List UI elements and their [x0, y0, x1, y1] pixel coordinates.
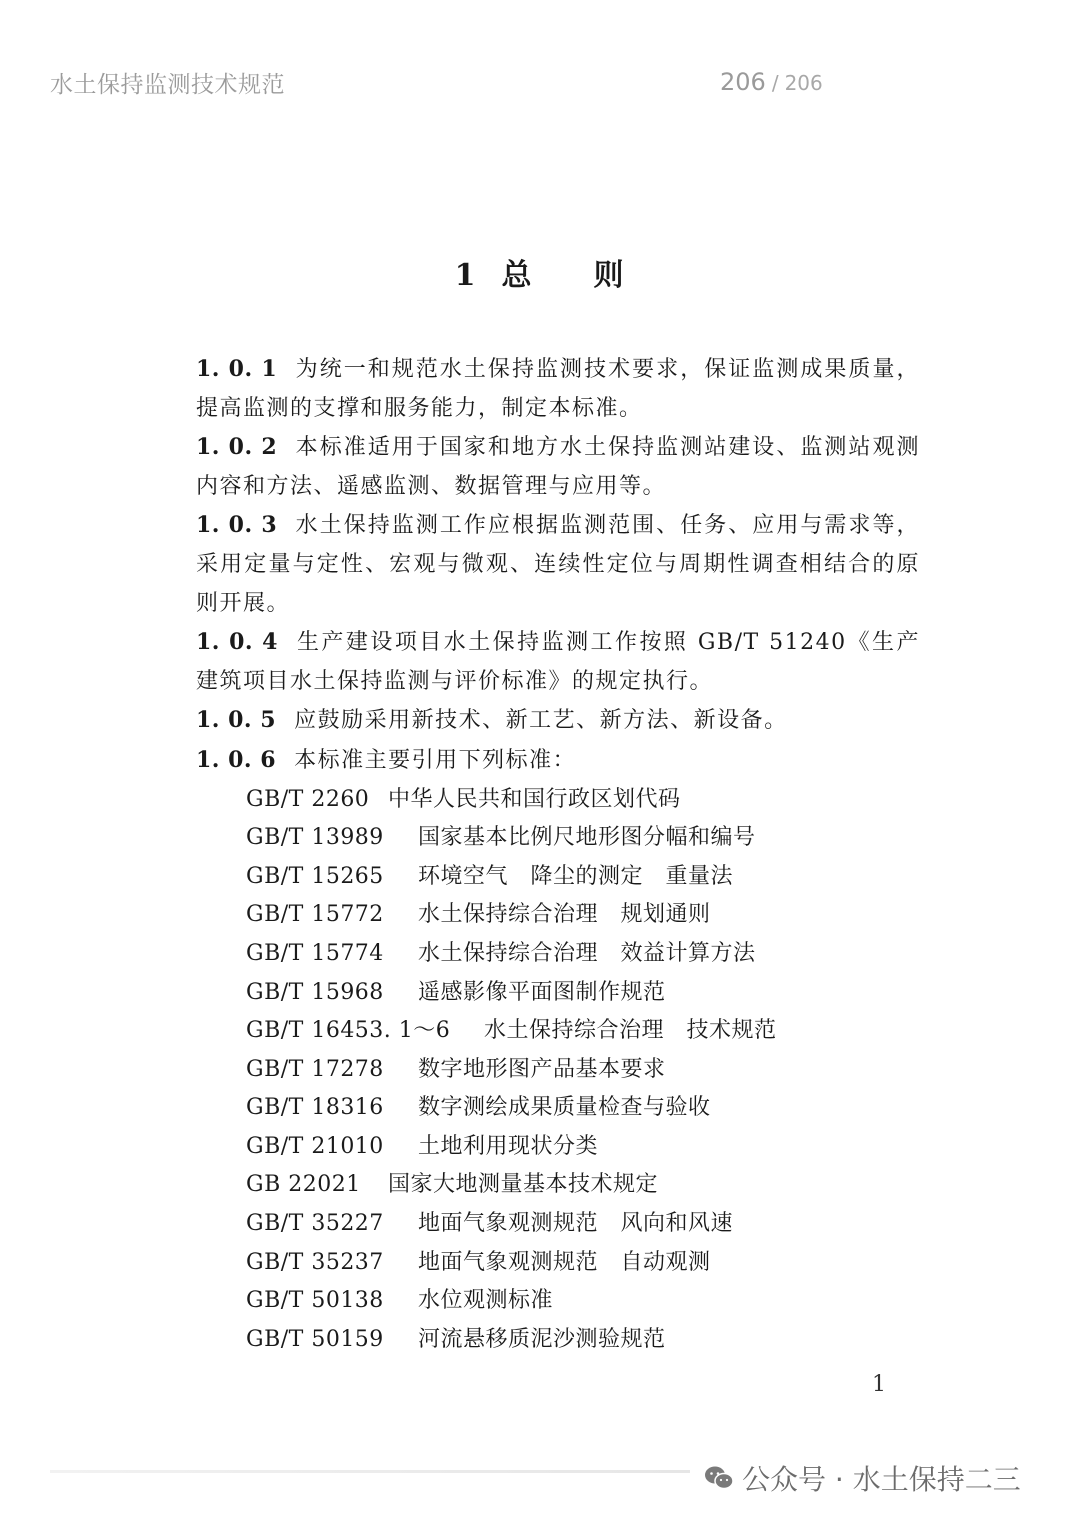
reference-title: 水位观测标准 [418, 1288, 554, 1314]
clause-text: 本标准主要引用下列标准： [294, 747, 577, 773]
reference-title: 数字地形图产品基本要求 [418, 1056, 666, 1082]
wechat-icon [704, 1465, 734, 1491]
chapter-title [0, 250, 1080, 294]
reference-item [246, 935, 920, 974]
document-title: 水土保持监测技术规范 [50, 72, 285, 98]
reference-title: 水土保持综合治理 效益计算方法 [418, 940, 756, 966]
clause-1-0-1 [196, 350, 920, 428]
clause-1-0-5 [196, 701, 920, 741]
reference-title: 中华人民共和国行政区划代码 [388, 786, 681, 812]
reference-code: GB/T 35227 [246, 1211, 384, 1237]
reference-title: 国家基本比例尺地形图分幅和编号 [418, 825, 756, 851]
clause-1-0-4 [196, 623, 920, 701]
total-pages: 206 [784, 71, 823, 95]
reference-item [246, 1051, 920, 1090]
clause-text: 为统一和规范水土保持监测技术要求，保证监测成果质量，提高监测的支撑和服务能力，制定本标准。 [196, 357, 920, 421]
reference-code: GB/T 15265 [246, 863, 384, 889]
reference-item [246, 819, 920, 858]
clause-text: 本标准适用于国家和地方水土保持监测站建设、监测站观测内容和方法、遥感监测、数据管理与应用等。 [196, 435, 920, 499]
reference-code: GB/T 18316 [246, 1095, 384, 1121]
reference-item [246, 1321, 920, 1360]
reference-title: 数字测绘成果质量检查与验收 [418, 1095, 711, 1121]
reference-item [246, 1128, 920, 1167]
reference-title: 水土保持综合治理 规划通则 [418, 902, 711, 928]
clause-text: 应鼓励采用新技术、新工艺、新方法、新设备。 [294, 708, 788, 734]
reference-code: GB/T 17278 [246, 1056, 384, 1082]
reference-item [246, 781, 920, 820]
clause-1-0-2 [196, 428, 920, 506]
chapter-number: 1 [454, 258, 478, 293]
clause-number: 1. 0. 1 [196, 356, 278, 382]
reference-item [246, 896, 920, 935]
reference-item [246, 1089, 920, 1128]
reference-title: 环境空气 降尘的测定 重量法 [418, 863, 734, 889]
reference-item [246, 1166, 920, 1205]
reference-item [246, 1205, 920, 1244]
reference-code: GB/T 15772 [246, 902, 384, 928]
clause-1-0-3 [196, 506, 920, 623]
clause-number: 1. 0. 2 [196, 434, 278, 461]
reference-code: GB/T 50159 [246, 1326, 384, 1352]
clause-1-0-6 [196, 741, 920, 781]
reference-code: GB/T 35237 [246, 1249, 384, 1275]
reference-title: 遥感影像平面图制作规范 [418, 979, 666, 1005]
footer-divider [50, 1470, 690, 1473]
reference-code: GB/T 21010 [246, 1133, 384, 1159]
clause-text: 水土保持监测工作应根据监测范围、任务、应用与需求等，采用定量与定性、宏观与微观、连续性定位与周期性调查相结合的原则开展。 [196, 513, 920, 616]
reference-item [246, 1282, 920, 1321]
chapter-title-part2: 则 [593, 258, 626, 293]
reference-code: GB/T 50138 [246, 1288, 384, 1314]
clause-number: 1. 0. 3 [196, 512, 278, 539]
watermark [704, 1458, 1021, 1498]
reference-item [246, 858, 920, 897]
reference-title: 地面气象观测规范 风向和风速 [418, 1211, 734, 1237]
reference-title: 土地利用现状分类 [418, 1133, 599, 1159]
reference-item [246, 1012, 920, 1051]
reference-title: 河流悬移质泥沙测验规范 [418, 1326, 666, 1352]
reference-code: GB/T 15968 [246, 979, 384, 1005]
current-page: 206 [720, 68, 766, 96]
reference-code: GB/T 13989 [246, 825, 384, 851]
reference-code: GB/T 15774 [246, 940, 384, 966]
reference-code: GB/T 2260 [246, 786, 370, 812]
reference-item [246, 974, 920, 1013]
page-separator: / [771, 71, 779, 95]
clause-number: 1. 0. 4 [196, 629, 278, 656]
chapter-title-part1: 总 [501, 258, 534, 293]
page-content [196, 350, 920, 1359]
clause-text: 生产建设项目水土保持监测工作按照 GB/T 51240《生产建筑项目水土保持监测与评价标准》的规定执行。 [196, 630, 920, 694]
reference-code: GB/T 16453. 1～6 [246, 1018, 451, 1044]
clause-number: 1. 0. 5 [196, 707, 277, 734]
reference-title: 国家大地测量基本技术规定 [388, 1172, 659, 1198]
reference-item [246, 1244, 920, 1283]
reference-list [196, 781, 920, 1360]
watermark-text: 公众号 · 水土保持二三 [742, 1463, 1021, 1496]
reference-title: 水土保持综合治理 技术规范 [484, 1018, 777, 1044]
page-number: 1 [872, 1372, 886, 1397]
reference-title: 地面气象观测规范 自动观测 [418, 1249, 711, 1275]
clause-number: 1. 0. 6 [196, 746, 277, 773]
viewer-header [0, 0, 1080, 150]
reference-code: GB 22021 [246, 1172, 361, 1198]
page-counter [720, 68, 823, 96]
